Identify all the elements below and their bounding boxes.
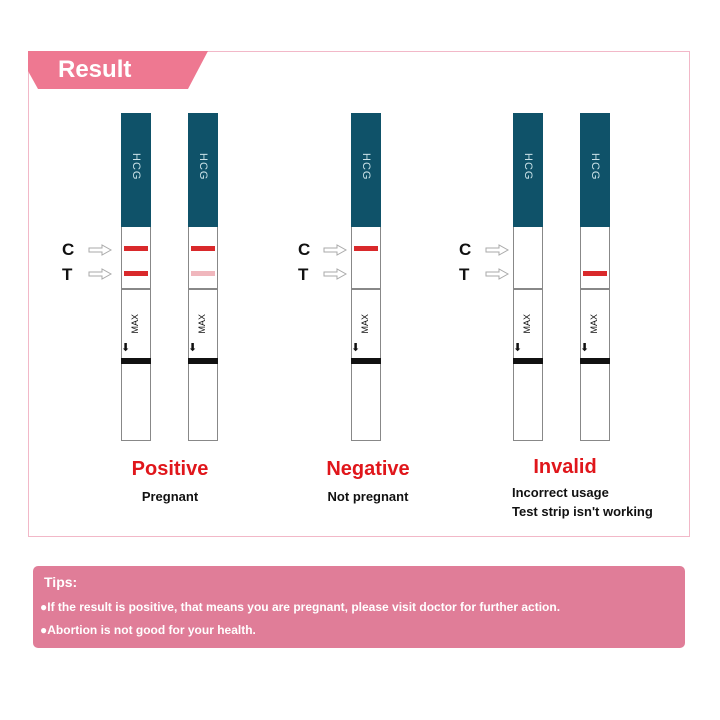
test-strip xyxy=(513,113,543,441)
negative-title: Negative xyxy=(326,458,410,480)
max-label: MAX xyxy=(197,314,207,334)
test-line xyxy=(124,271,148,276)
tip-item: ●Abortion is not good for your health. xyxy=(40,623,256,637)
hcg-label: HCG xyxy=(197,153,209,181)
max-line xyxy=(188,358,218,364)
control-marker-left: C xyxy=(62,240,75,259)
control-marker-middle: C xyxy=(298,240,311,259)
positive-title: Positive xyxy=(131,458,209,480)
down-arrow-icon: ⬇ xyxy=(351,342,361,354)
max-line xyxy=(121,358,151,364)
max-line xyxy=(351,358,381,364)
hcg-label: HCG xyxy=(522,153,534,181)
test-line xyxy=(191,271,215,276)
test-strip xyxy=(580,113,610,441)
hcg-label: HCG xyxy=(130,153,142,181)
negative-subtitle: Not pregnant xyxy=(327,489,409,504)
strip-lower xyxy=(121,289,151,441)
result-window xyxy=(121,227,151,289)
tip-item: ●If the result is positive, that means you are pregnant, please visit doctor for further action. xyxy=(40,600,561,614)
result-window xyxy=(580,227,610,289)
test-strip xyxy=(351,113,381,441)
max-label: MAX xyxy=(522,314,532,334)
control-line xyxy=(191,246,215,251)
strip-lower xyxy=(351,289,381,441)
hcg-label: HCG xyxy=(360,153,372,181)
test-line xyxy=(583,271,607,276)
control-arrow-icon xyxy=(485,244,509,256)
invalid-subtitle: Incorrect usage xyxy=(512,485,609,500)
invalid-subtitle-2: Test strip isn't working xyxy=(512,504,653,519)
max-label: MAX xyxy=(589,314,599,334)
test-arrow-icon xyxy=(88,268,112,280)
max-label: MAX xyxy=(360,314,370,334)
control-marker-right: C xyxy=(459,240,472,259)
invalid-title: Invalid xyxy=(533,456,597,478)
control-arrow-icon xyxy=(323,244,347,256)
tips-title: Tips: xyxy=(44,574,78,590)
down-arrow-icon: ⬇ xyxy=(121,342,131,354)
strip-lower xyxy=(580,289,610,441)
down-arrow-icon: ⬇ xyxy=(188,342,198,354)
result-window xyxy=(351,227,381,289)
control-line xyxy=(124,246,148,251)
down-arrow-icon: ⬇ xyxy=(513,342,523,354)
positive-subtitle: Pregnant xyxy=(141,489,199,504)
hcg-label: HCG xyxy=(589,153,601,181)
strip-lower xyxy=(513,289,543,441)
control-line xyxy=(354,246,378,251)
strip-lower xyxy=(188,289,218,441)
max-line xyxy=(580,358,610,364)
test-marker-middle: T xyxy=(298,265,309,284)
max-line xyxy=(513,358,543,364)
test-strip xyxy=(121,113,151,441)
test-arrow-icon xyxy=(323,268,347,280)
max-label: MAX xyxy=(130,314,140,334)
control-arrow-icon xyxy=(88,244,112,256)
down-arrow-icon: ⬇ xyxy=(580,342,590,354)
result-window xyxy=(188,227,218,289)
test-marker-right: T xyxy=(459,265,470,284)
test-arrow-icon xyxy=(485,268,509,280)
result-title: Result xyxy=(58,56,132,83)
test-strip xyxy=(188,113,218,441)
test-marker-left: T xyxy=(62,265,73,284)
result-window xyxy=(513,227,543,289)
